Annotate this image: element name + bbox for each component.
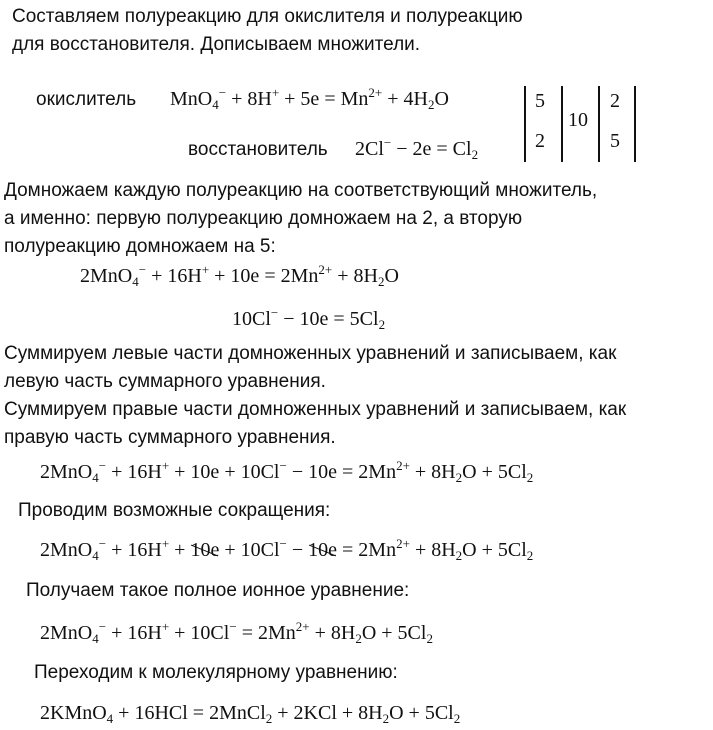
sum-line-2: левую часть суммарного уравнения.	[4, 371, 326, 392]
multiplier-2: 2	[535, 130, 545, 152]
factor-5: 5	[610, 130, 620, 152]
multiplier-bar-3	[598, 86, 600, 162]
reducer-half-reaction: $2Cl^- - 2e = Cl_2$	[355, 135, 479, 162]
factor-2: 2	[610, 90, 620, 112]
oxidizer-half-reaction: $MnO_4^- + 8H^+ + 5e = Mn^{2+} + 4H_2O$	[170, 85, 449, 112]
intro-line-2: для восстановителя. Дописываем множители.	[12, 34, 421, 55]
multiply-line-1: Домножаем каждую полуреакцию на соответствующий множитель,	[4, 180, 598, 201]
multiplied-oxidizer-equation: $2MnO_4^- + 16H^+ + 10e = 2Mn^{2+} + 8H_2O$	[80, 262, 399, 289]
intro-line-1: Составляем полуреакцию для окислителя и полуреакцию	[12, 6, 523, 27]
multiplied-reducer-equation: $10Cl^- - 10e = 5Cl_2$	[232, 305, 386, 332]
sum-line-4: правую часть суммарного уравнения.	[4, 427, 336, 448]
ionic-equation: $2MnO_4^- + 16H^+ + 10Cl^- = 2Mn^{2+} + 8H_2O + 5Cl_2$	[40, 619, 433, 646]
multiplier-5: 5	[535, 90, 545, 112]
lcm-10: 10	[568, 109, 588, 131]
reduce-heading: Проводим возможные сокращения:	[18, 500, 331, 521]
reduced-equation: $2MnO_4^- + 16H^+ + 10e + 10Cl^- - 10e = 2Mn^{2+} + 8H_2O + 5Cl_2$	[40, 536, 534, 563]
cancelled-electrons-right: 10e	[308, 539, 338, 561]
sum-equation: $2MnO_4^- + 16H^+ + 10e + 10Cl^- - 10e = 2Mn^{2+} + 8H_2O + 5Cl_2$	[40, 458, 534, 485]
molecular-equation: 2KMnO$_4$ + 16HCl = 2MnCl$_2$ + $2KCl + 8H_2O + 5Cl_2$	[40, 702, 461, 726]
multiplier-bar-1	[524, 86, 526, 162]
cancelled-electrons-left: 10e	[190, 539, 220, 561]
sum-line-1: Суммируем левые части домноженных уравнений и записываем, как	[4, 343, 617, 364]
oxidizer-label: окислитель	[36, 89, 137, 110]
reducer-label: восстановитель	[188, 139, 328, 160]
multiplier-bar-4	[634, 86, 636, 162]
multiply-line-3: полуреакцию домножаем на 5:	[4, 236, 276, 257]
multiply-line-2: а именно: первую полуреакцию домножаем на 2, а вторую	[4, 208, 523, 229]
multiplier-bar-2	[561, 86, 563, 162]
sum-line-3: Суммируем правые части домноженных уравнений и записываем, как	[4, 399, 627, 420]
ionic-heading: Получаем такое полное ионное уравнение:	[26, 580, 410, 601]
molecular-heading: Переходим к молекулярному уравнению:	[34, 662, 398, 683]
